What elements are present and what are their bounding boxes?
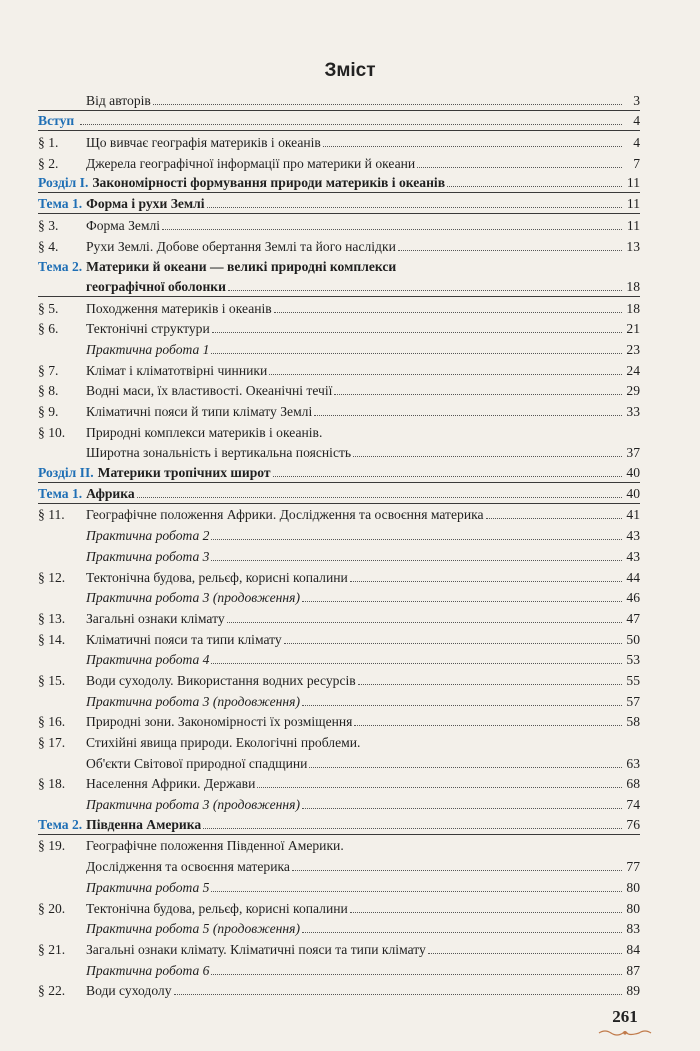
toc-page-number: 87 xyxy=(626,962,640,978)
dot-leader xyxy=(417,167,622,168)
toc-page-number: 53 xyxy=(626,652,640,668)
dot-leader xyxy=(211,539,622,540)
toc-entry-title: Природні зони. Закономірності їх розміщення xyxy=(86,714,353,730)
dot-leader xyxy=(257,787,622,788)
toc-page-number: 4 xyxy=(633,113,640,129)
toc-page-number: 46 xyxy=(626,590,640,606)
dot-leader xyxy=(302,601,622,602)
toc-row xyxy=(38,980,640,1001)
toc-entry-title: Населення Африки. Держави xyxy=(86,776,256,792)
dot-leader xyxy=(447,186,622,187)
toc-section-title: Африка xyxy=(86,485,135,501)
dot-leader xyxy=(428,953,622,954)
toc-row xyxy=(38,90,640,111)
toc-paragraph-number: § 4. xyxy=(38,238,59,254)
toc-entry-title: Широтна зональність і вертикальна поясність xyxy=(86,445,352,461)
dot-leader xyxy=(211,663,622,664)
dot-leader xyxy=(211,974,622,975)
toc-paragraph-number: § 2. xyxy=(38,155,59,171)
page-number: 261 xyxy=(612,1007,638,1026)
dot-leader xyxy=(153,104,622,105)
toc-entry-title: Практична робота 1 xyxy=(86,341,210,357)
toc-paragraph-number: § 6. xyxy=(38,321,59,337)
toc-entry-title: Практична робота 5 (продовження) xyxy=(86,921,301,937)
toc-paragraph-number: § 17. xyxy=(38,735,66,750)
toc-page-number: 18 xyxy=(626,278,640,294)
toc-row xyxy=(38,524,640,545)
toc-row xyxy=(38,711,640,732)
toc-page-number: 11 xyxy=(626,196,640,212)
toc-page-number: 55 xyxy=(626,672,640,688)
toc-paragraph-number: § 8. xyxy=(38,383,59,399)
dot-leader xyxy=(323,146,622,147)
toc-row xyxy=(38,897,640,918)
toc-row xyxy=(38,835,640,856)
toc-row xyxy=(38,587,640,608)
toc-entry-title: Дослідження та освоєння материка xyxy=(86,859,290,875)
dot-leader xyxy=(228,290,622,291)
toc-page-number: 83 xyxy=(626,921,640,937)
toc-heading-row xyxy=(38,462,640,483)
toc-entry-title: Об'єкти Світової природної спадщини xyxy=(86,755,308,771)
toc-page-number: 33 xyxy=(626,404,640,419)
toc-entry-title: Що вивчає географія материків і океанів xyxy=(86,135,321,151)
dot-leader xyxy=(398,250,622,251)
toc-row xyxy=(38,131,640,152)
toc-paragraph-number: § 11. xyxy=(38,507,65,523)
dot-leader xyxy=(207,207,622,208)
toc-row xyxy=(38,504,640,525)
toc-entry-title: Джерела географічної інформації про материки й океани xyxy=(86,155,416,171)
toc-row xyxy=(38,297,640,318)
toc-paragraph-number: § 19. xyxy=(38,838,66,854)
toc-entry-title: Практична робота 3 (продовження) xyxy=(86,797,301,813)
toc-entry-title: Тектонічна будова, рельєф, корисні копалини xyxy=(86,900,348,916)
toc-entry-title: Практична робота 3 (продовження) xyxy=(86,693,301,709)
toc-row xyxy=(38,545,640,566)
dot-leader xyxy=(302,808,622,809)
toc-section-label: Тема 1. xyxy=(38,485,83,501)
toc-page-number: 84 xyxy=(626,941,640,957)
toc-paragraph-number: § 15. xyxy=(38,672,66,688)
toc-entry-title: Географічне положення Південної Америки. xyxy=(86,838,344,854)
toc-page-number: 43 xyxy=(626,548,640,564)
toc-page-number: 11 xyxy=(626,175,640,191)
dot-leader xyxy=(358,684,622,685)
dot-leader xyxy=(274,312,622,313)
toc-section-title: Закономірності формування природи материків і океанів xyxy=(92,175,446,191)
dot-leader xyxy=(203,828,622,829)
page-title: Зміст xyxy=(324,60,376,81)
toc-page-number: 44 xyxy=(626,569,640,585)
toc-entry-title: Практична робота 5 xyxy=(86,879,210,895)
toc-paragraph-number: § 7. xyxy=(38,362,59,378)
toc-page-number: 80 xyxy=(626,900,640,916)
toc-page-number: 18 xyxy=(626,300,640,316)
toc-page-number: 63 xyxy=(626,755,640,771)
toc-entry-title: географічної оболонки xyxy=(86,278,226,294)
toc-page-number: 74 xyxy=(626,797,640,813)
toc-row xyxy=(38,607,640,628)
dot-leader xyxy=(211,560,622,561)
table-of-contents xyxy=(38,90,640,1000)
toc-page-number: 50 xyxy=(626,631,640,647)
toc-entry-title: Походження материків і океанів xyxy=(86,300,272,316)
toc-paragraph-number: § 20. xyxy=(38,900,66,916)
toc-page-number: 21 xyxy=(626,321,640,337)
toc-entry-title: Загальні ознаки клімату. Кліматичні пояси та типи клімату xyxy=(86,941,426,957)
toc-page-number: 13 xyxy=(626,238,640,254)
toc-page-number: 24 xyxy=(626,362,640,378)
toc-row xyxy=(38,380,640,401)
toc-row xyxy=(38,773,640,794)
dot-leader xyxy=(292,870,622,871)
page-footer xyxy=(595,1007,655,1037)
dot-leader xyxy=(309,767,622,768)
toc-heading-row xyxy=(38,111,640,132)
toc-section-label: Тема 1. xyxy=(38,196,83,212)
toc-section-label: Вступ xyxy=(38,113,75,129)
dot-leader xyxy=(334,394,622,395)
toc-section-title: Материки тропічних широт xyxy=(97,465,271,481)
toc-heading-row xyxy=(38,256,640,277)
toc-entry-title: Загальні ознаки клімату xyxy=(86,610,225,626)
toc-row xyxy=(38,359,640,380)
toc-entry-title: Форма Землі xyxy=(86,217,161,233)
toc-row xyxy=(38,690,640,711)
toc-section-label: Тема 2. xyxy=(38,259,83,275)
toc-section-label: Розділ І. xyxy=(38,175,89,191)
dot-leader xyxy=(162,229,622,230)
toc-paragraph-number: § 13. xyxy=(38,610,66,626)
dot-leader xyxy=(227,622,622,623)
toc-row xyxy=(38,318,640,339)
toc-page-number: 80 xyxy=(626,879,640,895)
toc-heading-row xyxy=(38,173,640,194)
toc-row xyxy=(38,959,640,980)
toc-entry-title: Природні комплекси материків і океанів. xyxy=(86,424,323,440)
toc-entry-title: Тектонічні структури xyxy=(86,321,210,337)
toc-paragraph-number: § 22. xyxy=(38,983,66,999)
toc-page-number: 23 xyxy=(626,341,640,357)
toc-paragraph-number: § 9. xyxy=(38,404,59,419)
toc-row xyxy=(38,400,640,421)
dot-leader xyxy=(174,994,622,995)
dot-leader xyxy=(302,705,622,706)
toc-row xyxy=(38,276,640,297)
toc-row xyxy=(38,793,640,814)
dot-leader xyxy=(350,912,622,913)
toc-paragraph-number: § 10. xyxy=(38,424,66,440)
toc-page-number: 29 xyxy=(626,383,640,399)
toc-paragraph-number: § 3. xyxy=(38,217,59,233)
dot-leader xyxy=(350,581,622,582)
toc-page-number: 47 xyxy=(626,610,640,626)
toc-entry-title: Практична робота 6 xyxy=(86,962,210,978)
toc-entry-title: Практична робота 3 (продовження) xyxy=(86,590,301,606)
dot-leader xyxy=(273,476,622,477)
toc-row xyxy=(38,752,640,773)
toc-paragraph-number: § 21. xyxy=(38,941,66,957)
toc-entry-title: Практична робота 4 xyxy=(86,652,210,668)
toc-row xyxy=(38,152,640,173)
toc-entry-title: Водні маси, їх властивості. Океанічні течії xyxy=(86,383,333,399)
dot-leader xyxy=(486,518,622,519)
toc-page-number: 41 xyxy=(626,507,640,523)
toc-section-title: Форма і рухи Землі xyxy=(86,196,205,212)
toc-paragraph-number: § 14. xyxy=(38,631,66,647)
dot-leader xyxy=(80,124,622,125)
toc-row xyxy=(38,938,640,959)
toc-heading-row xyxy=(38,814,640,835)
toc-row xyxy=(38,421,640,442)
toc-heading-row xyxy=(38,483,640,504)
toc-row xyxy=(38,235,640,256)
dot-leader xyxy=(269,374,622,375)
dot-leader xyxy=(302,932,622,933)
toc-paragraph-number: § 1. xyxy=(38,135,59,151)
toc-paragraph-number: § 16. xyxy=(38,714,66,730)
ornament-icon xyxy=(597,1029,653,1037)
dot-leader xyxy=(354,725,622,726)
toc-page-number: 40 xyxy=(626,465,640,481)
toc-entry-title: Кліматичні пояси й типи клімату Землі xyxy=(86,404,313,419)
toc-page-number: 68 xyxy=(626,776,640,792)
dot-leader xyxy=(211,353,622,354)
toc-entry-title: Географічне положення Африки. Дослідження та освоєння материка xyxy=(86,507,484,523)
toc-entry-title: Практична робота 2 xyxy=(86,528,210,544)
dot-leader xyxy=(212,332,622,333)
toc-row xyxy=(38,338,640,359)
toc-section-label: Розділ ІІ. xyxy=(38,465,94,481)
toc-row xyxy=(38,214,640,235)
toc-entry-title: Від авторів xyxy=(86,92,151,108)
toc-paragraph-number: § 5. xyxy=(38,300,59,316)
toc-entry-title: Клімат і кліматотвірні чинники xyxy=(86,362,268,378)
toc-paragraph-number: § 18. xyxy=(38,776,66,792)
toc-row xyxy=(38,855,640,876)
toc-entry-title: Рухи Землі. Добове обертання Землі та його наслідки xyxy=(86,238,396,254)
toc-page-number: 57 xyxy=(626,693,640,709)
toc-page-number: 7 xyxy=(633,155,640,171)
toc-row xyxy=(38,442,640,463)
toc-row xyxy=(38,628,640,649)
dot-leader xyxy=(137,497,622,498)
toc-section-title: Материки й океани — великі природні комплекси xyxy=(86,259,397,275)
toc-section-label: Тема 2. xyxy=(38,816,83,832)
toc-page-number: 3 xyxy=(633,92,640,108)
toc-page-number: 11 xyxy=(626,217,640,233)
toc-row xyxy=(38,731,640,752)
toc-page-number: 77 xyxy=(626,859,640,875)
toc-row xyxy=(38,669,640,690)
toc-page-number: 4 xyxy=(633,135,640,151)
toc-entry-title: Води суходолу xyxy=(86,983,172,999)
toc-section-title: Південна Америка xyxy=(86,816,202,832)
toc-entry-title: Тектонічна будова, рельєф, корисні копалини xyxy=(86,569,348,585)
toc-row xyxy=(38,876,640,897)
toc-row xyxy=(38,566,640,587)
toc-heading-row xyxy=(38,193,640,214)
toc-entry-title: Практична робота 3 xyxy=(86,548,210,564)
dot-leader xyxy=(353,456,622,457)
dot-leader xyxy=(314,415,622,416)
dot-leader xyxy=(211,891,622,892)
dot-leader xyxy=(284,643,622,644)
toc-page-number: 40 xyxy=(626,485,640,501)
toc-page-number: 89 xyxy=(626,983,640,999)
toc-page-number: 37 xyxy=(626,445,640,461)
toc-entry-title: Води суходолу. Використання водних ресурсів xyxy=(86,672,356,688)
toc-row xyxy=(38,918,640,939)
toc-paragraph-number: § 12. xyxy=(38,569,66,585)
toc-entry-title: Кліматичні пояси та типи клімату xyxy=(86,631,282,647)
toc-page-number: 43 xyxy=(626,528,640,544)
toc-entry-title: Стихійні явища природи. Екологічні проблеми. xyxy=(86,735,361,750)
toc-row xyxy=(38,649,640,670)
toc-page-number: 76 xyxy=(626,816,640,832)
toc-page-number: 58 xyxy=(626,714,640,730)
